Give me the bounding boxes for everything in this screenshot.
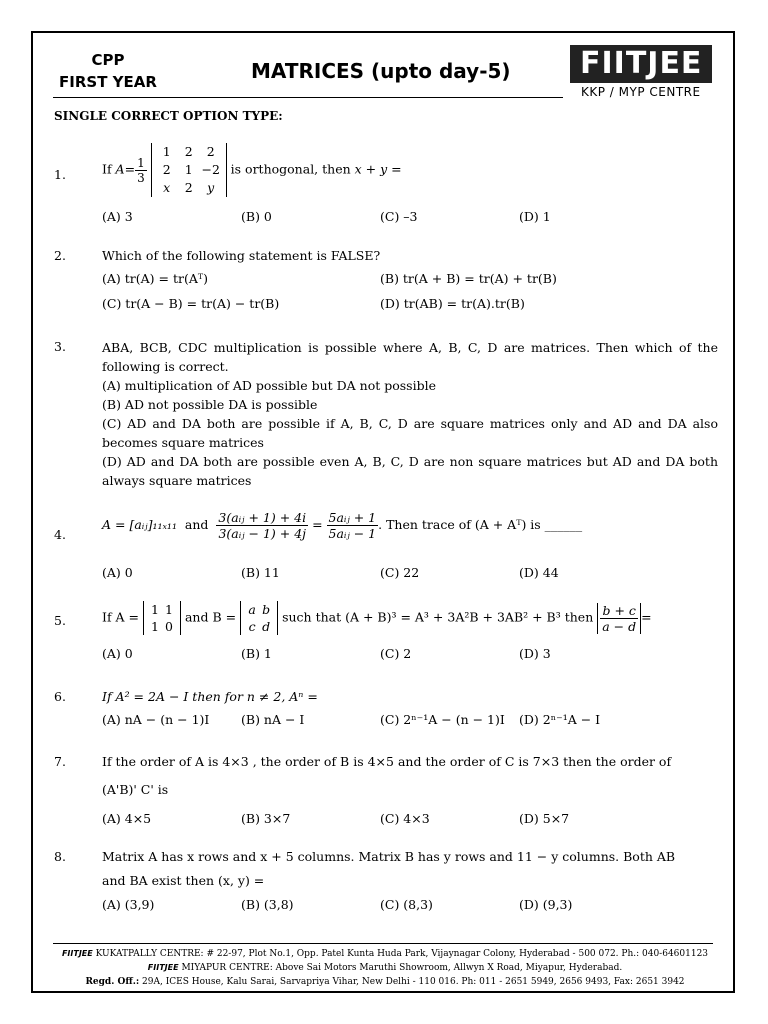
question-7-line2: (A'B)' C' is	[102, 782, 169, 797]
question-8: Matrix A has x rows and x + 5 columns. Matrix B has y rows and 11 − y columns. Both AB	[102, 849, 676, 864]
option: (A) 0	[102, 565, 133, 580]
question-1: If A= $\frac{1}{3}$ 1 2 2 2 1 −2 x 2 y is orthogonal, then x + y =	[102, 144, 402, 195]
centre-label: KKP / MYP CENTRE	[581, 85, 701, 99]
option: (A) 4×5	[102, 811, 152, 826]
q1-prefix: If	[102, 161, 116, 177]
footer-miyapur: FIITJEE MIYAPUR CENTRE: Above Sai Motors Maruthi Showroom, Allwyn X Road, Miyapur, Hyderabad.	[147, 963, 623, 973]
option: (B) AD not possible DA is possible	[102, 397, 318, 412]
option: (B) 3×7	[241, 811, 291, 826]
option: (D) 3	[519, 646, 551, 661]
option: (B) 1	[241, 646, 272, 661]
option: (A) multiplication of AD possible but DA not possible	[102, 378, 436, 393]
question-4: A = [aᵢⱼ]₁₁ₓ₁₁ and $\frac{\text{3(aᵢⱼ + 1) + 4i}}{\text{3(aᵢⱼ − 1) + 4j}}$ = $\frac{\text{5aᵢⱼ + 1}}{\text{5aᵢⱼ − 1}}$ . Then trace of (A + Aᵀ) is ______	[102, 510, 583, 541]
option: (C) –3	[380, 209, 418, 224]
option: (A) (3,9)	[102, 897, 155, 912]
page-title: MATRICES (upto day-5)	[251, 59, 511, 83]
option: (A) 0	[102, 646, 133, 661]
question-2: Which of the following statement is FALSE?	[102, 248, 381, 263]
question-number: 4.	[54, 527, 66, 542]
option: (B) (3,8)	[241, 897, 294, 912]
question-6: If A² = 2A − I then for n ≠ 2, Aⁿ =	[102, 689, 318, 704]
option: (D) 1	[519, 209, 551, 224]
question-number: 2.	[54, 248, 66, 263]
option: (A) 3	[102, 209, 133, 224]
option: (D) 2ⁿ⁻¹A − I	[519, 712, 601, 727]
worksheet-page	[31, 31, 735, 993]
footer-logo: FIITJEE	[147, 963, 179, 972]
q5-matrix-b: a b c d	[240, 601, 278, 635]
header-rule	[53, 97, 563, 98]
question-7: If the order of A is 4×3 , the order of B is 4×5 and the order of C is 7×3 then the order of	[102, 754, 672, 769]
fiitjee-logo: FIITJEE	[570, 45, 712, 83]
option: (D) tr(AB) = tr(A).tr(B)	[380, 296, 525, 311]
footer-regd-office: Regd. Off.: 29A, ICES House, Kalu Sarai, Sarvapriya Vihar, New Delhi - 110 016. Ph: 011 - 2651 5949, 2656 9493, Fax: 2651 3942	[85, 977, 685, 987]
footer-rule	[53, 943, 713, 944]
footer-logo: FIITJEE	[61, 949, 93, 958]
footer-kukatpally: FIITJEE KUKATPALLY CENTRE: # 22-97, Plot No.1, Opp. Patel Kunta Huda Park, Vijaynagar Colony, Hyderabad - 500 072. Ph.: 040-64601123	[61, 949, 709, 959]
section-title: SINGLE CORRECT OPTION TYPE:	[54, 109, 283, 123]
option: (A) nA − (n − 1)I	[102, 712, 210, 727]
option: (C) 2	[380, 646, 412, 661]
option: (C) 2ⁿ⁻¹A − (n − 1)I	[380, 712, 505, 727]
question-5: If A = 1 1 1 0 and B = a b c d such that (A + B)³ = A³ + 3A²B + 3AB² + B³ then $\frac{b + c}{a - d}$ =	[102, 602, 652, 634]
option: (C) AD and DA both are possible if A, B, C, D are square matrices only and AD and DA also becomes square matrices	[102, 416, 718, 450]
question-3: ABA, BCB, CDC multiplication is possible where A, B, C, D are matrices. Then which of the following is correct. (A) multiplication of AD possible but DA not possible (B) AD not possible DA is possible (C) AD and DA both are possible if A, B, C, D are square matrices only and AD and DA also becomes square matrices (D) AD and DA both are possible even A, B, C, D are non square matrices but AD and DA both always square matrices	[102, 340, 718, 488]
option: (C) 22	[380, 565, 420, 580]
question-number: 5.	[54, 613, 66, 628]
option: (C) 4×3	[380, 811, 430, 826]
question-number: 8.	[54, 849, 66, 864]
option: (D) 44	[519, 565, 559, 580]
q1-matrix: 1 2 2 2 1 −2 x 2 y	[151, 143, 227, 197]
option: (B) 0	[241, 209, 272, 224]
option: (D) 5×7	[519, 811, 570, 826]
q1-suffix: is orthogonal, then	[230, 161, 355, 177]
option: (C) tr(A − B) = tr(A) − tr(B)	[102, 296, 280, 311]
option: (B) tr(A + B) = tr(A) + tr(B)	[380, 271, 557, 286]
question-number: 6.	[54, 689, 66, 704]
option: (A) tr(A) = tr(Aᵀ)	[102, 271, 208, 286]
q1-expr: x + y =	[354, 161, 402, 177]
header-first-year: FIRST YEAR	[59, 73, 157, 91]
q5-matrix-a: 1 1 1 0	[143, 601, 181, 635]
question-number: 1.	[54, 167, 66, 182]
option: (D) (9,3)	[519, 897, 573, 912]
header-cpp: CPP	[91, 51, 125, 69]
option: (B) 11	[241, 565, 280, 580]
question-number: 3.	[54, 339, 66, 354]
option: (D) AD and DA both are possible even A, B, C, D are non square matrices but AD and DA both always square matrices	[102, 454, 718, 488]
option: (C) (8,3)	[380, 897, 433, 912]
option: (B) nA − I	[241, 712, 305, 727]
question-8-line2: and BA exist then (x, y) =	[102, 873, 265, 888]
question-number: 7.	[54, 754, 66, 769]
